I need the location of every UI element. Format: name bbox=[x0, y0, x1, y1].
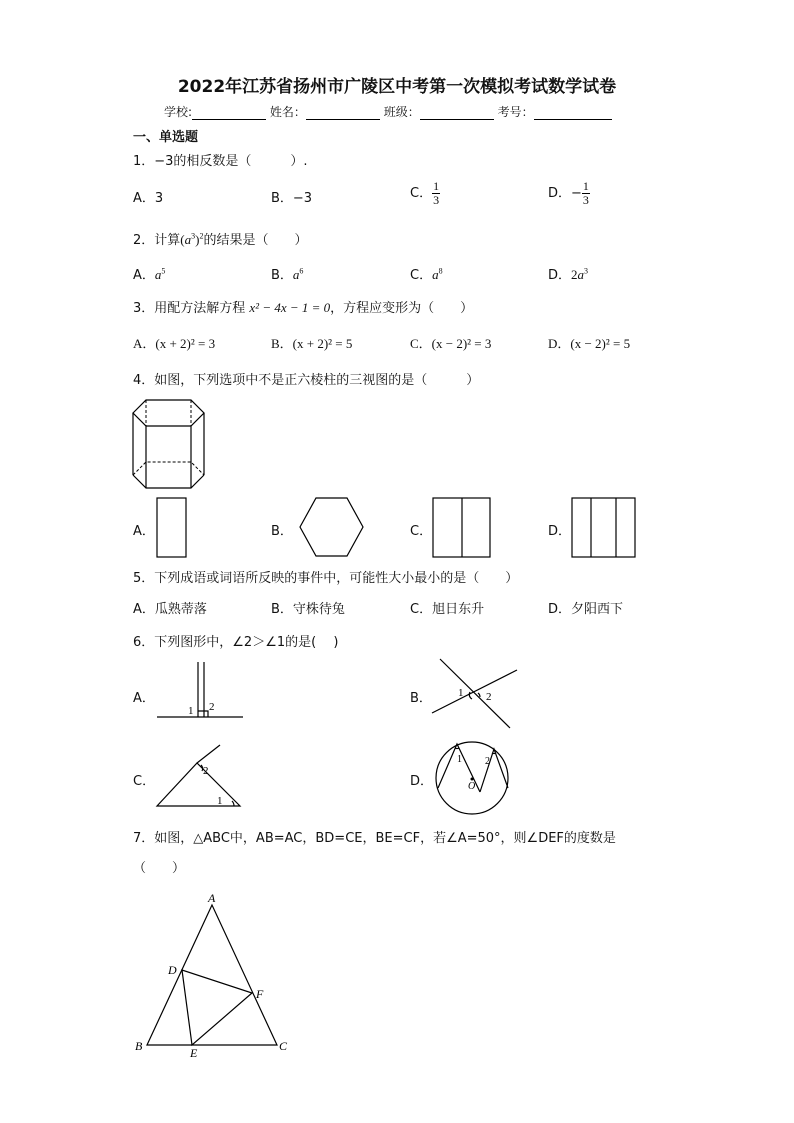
class-label: 班级： bbox=[383, 105, 420, 119]
q1-d-num: 1 bbox=[582, 179, 589, 193]
q4-option-b[interactable]: B． bbox=[271, 524, 293, 539]
q2-option-c[interactable]: C．$a^8$ bbox=[410, 266, 443, 283]
q7-label-a: A bbox=[208, 891, 216, 905]
q6-d-label-2: 2 bbox=[485, 756, 490, 767]
q6-d-label-1: 1 bbox=[457, 754, 462, 765]
q3-stem-pre: 3．用配方法解方程 bbox=[133, 301, 250, 316]
name-label: 姓名： bbox=[269, 105, 306, 119]
q2-d-label: D． bbox=[548, 268, 572, 283]
q6-option-d[interactable]: D． bbox=[410, 774, 434, 789]
q1-option-c[interactable] bbox=[410, 180, 440, 207]
q5-option-b[interactable]: B．守株待兔 bbox=[271, 602, 345, 617]
q6-a-label-1: 1 bbox=[188, 705, 194, 717]
q2-stem bbox=[133, 229, 307, 248]
q2-stem-pre: 2．计算 bbox=[133, 233, 181, 248]
q3-option-d[interactable]: D．(x − 2)² = 5 bbox=[548, 336, 631, 351]
q7-label-c: C bbox=[279, 1039, 288, 1053]
q2-option-d[interactable]: D．$2a^3$ bbox=[548, 266, 589, 283]
q3-option-a[interactable]: A．(x + 2)² = 3 bbox=[133, 336, 216, 351]
hexagonal-prism-figure bbox=[132, 398, 212, 493]
q2-expression: $(a^3)^2$ bbox=[180, 231, 204, 247]
q6-option-b[interactable]: B． bbox=[410, 691, 432, 706]
q6-b-figure bbox=[430, 656, 520, 731]
q1-stem: 1．−3的相反数是（ ）. bbox=[133, 154, 308, 169]
q7-paren: （ ） bbox=[133, 861, 186, 876]
q1-c-num: 1 bbox=[433, 179, 440, 193]
q2-b-label: B． bbox=[271, 268, 293, 283]
q6-d-label-o: O bbox=[468, 781, 476, 792]
q1-d-fraction bbox=[582, 180, 590, 207]
q6-d-circle-figure bbox=[434, 740, 514, 820]
q4-option-d[interactable]: D． bbox=[548, 524, 572, 539]
q3-stem-post: ，方程应变形为（ ） bbox=[330, 301, 474, 316]
q6-c-label-2: 2 bbox=[203, 765, 209, 777]
school-blank[interactable] bbox=[192, 107, 266, 120]
q4-d-three-panel-view bbox=[571, 497, 637, 559]
q7-label-b: B bbox=[135, 1039, 143, 1053]
q6-a-figure bbox=[155, 660, 245, 720]
q6-b-label-1: 1 bbox=[458, 687, 464, 699]
q1-c-den: 3 bbox=[433, 193, 440, 207]
q4-b-hexagon-view bbox=[299, 497, 365, 559]
q1-c-prefix: C． bbox=[410, 186, 433, 201]
q3-option-b[interactable]: B．(x + 2)² = 5 bbox=[271, 336, 353, 351]
q3-equation: x² − 4x − 1 = 0 bbox=[249, 300, 331, 315]
section-heading: 一、单选题 bbox=[133, 130, 199, 145]
q6-stem: 6．下列图形中，∠2＞∠1的是( ) bbox=[133, 635, 339, 650]
q2-option-b[interactable]: B．$a^6$ bbox=[271, 266, 304, 283]
q1-c-fraction bbox=[432, 180, 440, 207]
q4-option-a[interactable]: A． bbox=[133, 524, 155, 539]
q3-option-c[interactable]: C．(x − 2)² = 3 bbox=[410, 336, 492, 351]
q3-stem bbox=[133, 297, 473, 316]
q5-option-d[interactable]: D．夕阳西下 bbox=[548, 602, 624, 617]
q6-b-label-2: 2 bbox=[486, 691, 492, 703]
q5-option-a[interactable]: A．瓜熟蒂落 bbox=[133, 602, 207, 617]
q2-stem-post: 的结果是（ ） bbox=[203, 233, 308, 248]
q7-label-f: F bbox=[256, 987, 264, 1001]
class-blank[interactable] bbox=[420, 107, 494, 120]
name-blank[interactable] bbox=[306, 107, 380, 120]
q5-stem: 5．下列成语或词语所反映的事件中，可能性大小最小的是（ ） bbox=[133, 571, 519, 586]
q4-c-two-panel-view bbox=[432, 497, 492, 559]
q5-option-c[interactable]: C．旭日东升 bbox=[410, 602, 485, 617]
q6-a-label-2: 2 bbox=[209, 701, 215, 713]
q4-option-c[interactable]: C． bbox=[410, 524, 433, 539]
q6-c-label-1: 1 bbox=[217, 795, 223, 807]
q7-label-e: E bbox=[190, 1046, 198, 1060]
q6-option-c[interactable]: C． bbox=[133, 774, 156, 789]
q2-a-label: A． bbox=[133, 268, 155, 283]
q2-option-a[interactable]: A．$a^5$ bbox=[133, 266, 166, 283]
q1-option-d[interactable] bbox=[548, 180, 590, 207]
school-label: 学校: bbox=[164, 105, 193, 119]
q6-c-figure bbox=[155, 743, 245, 813]
q1-d-den: 3 bbox=[582, 193, 589, 207]
q2-c-label: C． bbox=[410, 268, 433, 283]
q6-option-a[interactable]: A． bbox=[133, 691, 155, 706]
q1-d-prefix: D．− bbox=[548, 186, 582, 201]
q7-label-d: D bbox=[168, 963, 177, 977]
number-label: 考号： bbox=[497, 105, 534, 119]
student-info-line bbox=[164, 103, 612, 120]
q7-stem: 7．如图，△ABC中，AB=AC，BD=CE，BE=CF，若∠A=50°，则∠DEF的度数是 bbox=[133, 831, 616, 846]
q7-triangle-figure bbox=[134, 890, 294, 1060]
q4-stem: 4．如图，下列选项中不是正六棱柱的三视图的是（ ） bbox=[133, 373, 480, 388]
q1-option-a[interactable]: A．3 bbox=[133, 191, 164, 206]
page-title: 2022年江苏省扬州市广陵区中考第一次模拟考试数学试卷 bbox=[177, 77, 617, 97]
q4-a-rectangle-view bbox=[156, 497, 188, 559]
number-blank[interactable] bbox=[534, 107, 612, 120]
q1-option-b[interactable]: B．−3 bbox=[271, 191, 313, 206]
